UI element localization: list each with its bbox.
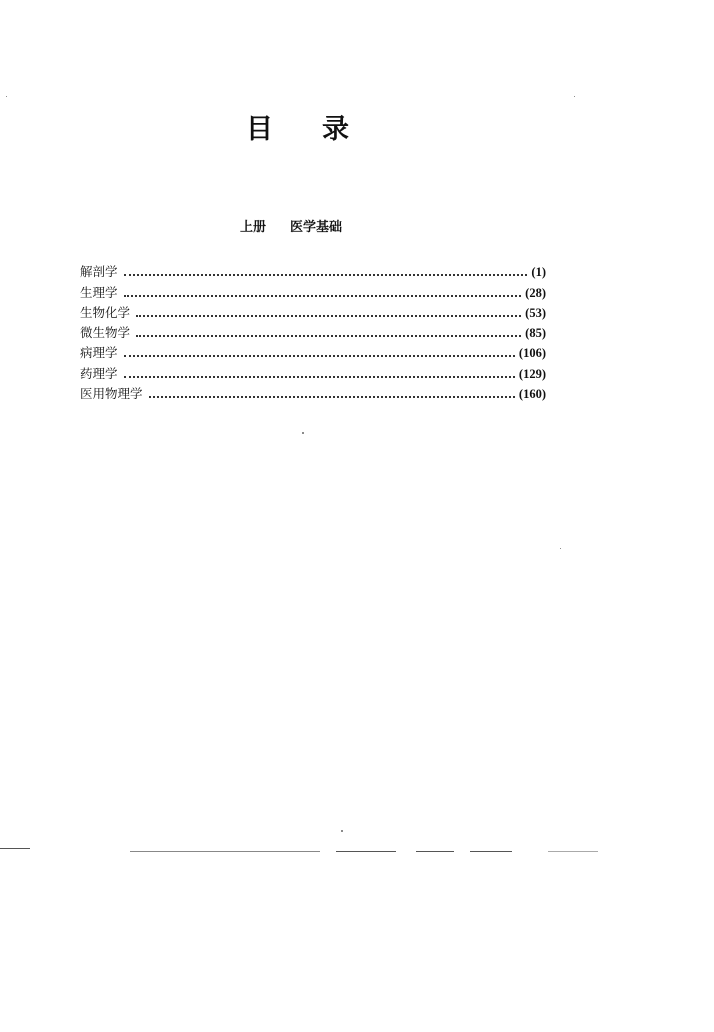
scan-rule-segment (0, 848, 30, 849)
toc-entry-label: 微生物学 (80, 325, 131, 341)
toc-entry-page: (106) (518, 346, 546, 361)
scan-rule-segment (336, 851, 396, 852)
scan-speck (6, 96, 7, 97)
toc-entry-page: (28) (525, 285, 546, 300)
section-volume: 上册 (240, 220, 267, 235)
scan-rule-segment (548, 851, 598, 852)
dot-leader (136, 334, 521, 337)
scan-rule-segment (470, 851, 512, 852)
toc-entry-label: 药理学 (80, 365, 118, 381)
scan-rule-segment (130, 851, 320, 852)
scan-speck (574, 96, 575, 97)
scan-rule-segment (416, 851, 454, 852)
toc-entry (80, 321, 546, 341)
toc-entry (80, 361, 546, 381)
toc-entry (80, 301, 546, 321)
toc-entry (80, 382, 546, 402)
table-of-contents (80, 260, 546, 402)
page-title (246, 113, 349, 147)
toc-entry-page: (1) (531, 265, 546, 280)
scan-speck (560, 548, 561, 549)
dot-leader (124, 354, 515, 357)
title-char-2: 录 (322, 114, 349, 145)
dot-leader (124, 294, 522, 297)
dot-leader (124, 375, 515, 378)
scan-speck (341, 830, 343, 832)
toc-entry-label: 生理学 (80, 284, 118, 300)
toc-entry-page: (129) (518, 366, 546, 381)
toc-entry-page: (53) (525, 305, 546, 320)
toc-entry (80, 260, 546, 280)
section-name: 医学基础 (290, 220, 343, 235)
toc-entry-page: (160) (518, 387, 546, 402)
toc-entry-label: 解剖学 (80, 264, 118, 280)
toc-entry-label: 医用物理学 (80, 386, 143, 402)
section-heading (240, 219, 342, 237)
toc-entry-label: 病理学 (80, 345, 118, 361)
toc-entry-page: (85) (525, 326, 546, 341)
dot-leader (149, 395, 515, 398)
title-char-1: 目 (246, 114, 273, 145)
toc-entry-label: 生物化学 (80, 304, 131, 320)
dot-leader (124, 273, 528, 276)
scan-speck (302, 432, 304, 434)
dot-leader (136, 314, 521, 317)
toc-entry (80, 280, 546, 300)
toc-entry (80, 341, 546, 361)
